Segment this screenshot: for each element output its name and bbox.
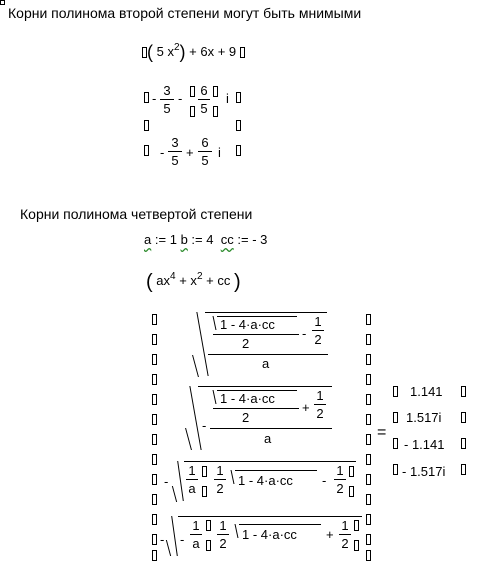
quadratic-rest: + 6x + 9 <box>189 44 237 59</box>
radicand: 1 - 4·a·cc <box>242 527 297 542</box>
radicand: 1 - 4·a·cc <box>238 473 293 488</box>
fraction-bar <box>186 479 198 480</box>
exponent: 2 <box>173 42 180 53</box>
equals-sign: = <box>377 424 387 441</box>
fraction-bar <box>213 408 299 409</box>
denominator: a <box>188 481 196 496</box>
matrix-bracket <box>152 354 157 365</box>
sqrt-sign <box>185 428 192 450</box>
placeholder-bracket <box>240 47 245 58</box>
matrix-bracket <box>393 464 398 475</box>
sqrt-sign <box>235 524 239 538</box>
matrix-bracket <box>461 464 466 475</box>
sqrt-sign <box>172 486 177 502</box>
denominator: 2 <box>242 336 250 351</box>
denominator: 5 <box>200 101 208 116</box>
matrix-bracket <box>393 438 398 449</box>
row2-sign: - <box>160 145 165 160</box>
var-a-name: a <box>144 232 152 247</box>
matrix-bracket <box>366 514 371 525</box>
half-fraction <box>334 463 346 496</box>
one-over-a <box>190 518 202 551</box>
matrix-bracket <box>393 412 398 423</box>
result-value: 1.141 <box>410 384 443 399</box>
assign-op: := <box>191 232 203 247</box>
denominator: 2 <box>219 536 227 551</box>
placeholder-bracket <box>202 486 207 497</box>
placeholder-bracket <box>349 466 354 477</box>
placeholder-bracket <box>190 86 195 97</box>
denominator: 2 <box>216 481 224 496</box>
denominator: 5 <box>201 153 209 168</box>
exponent-4: 4 <box>170 271 176 282</box>
var-a-value: 1 <box>169 232 177 247</box>
denominator: 2 <box>336 481 344 496</box>
fraction-bar <box>208 354 328 355</box>
denominator-a: a <box>264 431 272 446</box>
numerator: 6 <box>201 135 209 150</box>
numerator: 3 <box>171 135 179 150</box>
var-b-value: 4 <box>206 232 214 247</box>
sqrt-sign <box>189 386 201 450</box>
sqrt-overline <box>178 516 362 517</box>
half-fraction <box>214 463 226 496</box>
numerator: 1 <box>316 388 324 403</box>
quartic-expression[interactable] <box>146 268 241 291</box>
placeholder-bracket <box>213 86 218 97</box>
paren-right: ) <box>179 42 186 62</box>
matrix-bracket <box>152 334 157 345</box>
term-ax: ax <box>156 273 171 288</box>
term-cc: + cc <box>206 273 231 288</box>
row2-frac1 <box>168 135 182 168</box>
row1-frac1 <box>160 83 174 116</box>
matrix-bracket <box>366 434 371 445</box>
denominator: 2 <box>314 332 322 347</box>
matrix-bracket <box>152 514 157 525</box>
assignments-line[interactable] <box>144 232 267 247</box>
assign-op: := <box>154 232 167 247</box>
sqrt-sign <box>192 355 199 377</box>
row1-frac2 <box>198 83 210 116</box>
var-b-name: b <box>180 232 188 247</box>
result-value: 1.517i <box>406 410 442 425</box>
row2-operator: + <box>186 145 194 160</box>
placeholder-bracket <box>349 486 354 497</box>
matrix-bracket <box>366 314 371 325</box>
matrix-bracket <box>152 550 157 561</box>
sqrt-sign <box>213 390 217 404</box>
half-fraction <box>312 314 324 347</box>
fraction-bar <box>312 330 324 331</box>
placeholder-bracket <box>354 520 359 531</box>
top-left-marker <box>0 0 5 5</box>
matrix-bracket <box>366 494 371 505</box>
denominator: 2 <box>341 536 349 551</box>
fraction-bar <box>210 428 332 429</box>
var-cc-value: - 3 <box>252 232 268 247</box>
sqrt-overline <box>235 470 317 471</box>
row2-imag-unit: i <box>218 145 221 160</box>
matrix-bracket <box>152 314 157 325</box>
fraction-bar <box>334 479 346 480</box>
matrix-bracket <box>152 434 157 445</box>
matrix-bracket <box>152 474 157 485</box>
numerator: 1 <box>314 314 322 329</box>
matrix-bracket <box>144 92 149 103</box>
matrix-bracket <box>366 474 371 485</box>
fraction-bar <box>339 534 351 535</box>
sqrt-overline <box>198 386 332 387</box>
matrix-bracket <box>236 92 241 103</box>
denominator: 2 <box>316 406 324 421</box>
term-x: + x <box>179 273 197 288</box>
matrix-bracket <box>366 550 371 561</box>
placeholder-bracket <box>206 540 211 551</box>
result-value: - 1.141 <box>404 437 445 452</box>
matrix-bracket <box>366 414 371 425</box>
operator: - <box>322 473 327 488</box>
paren-left: ( <box>146 271 153 293</box>
paren-left: ( <box>147 42 153 62</box>
matrix-bracket <box>461 412 466 423</box>
sqrt-sign <box>231 470 235 484</box>
operator: + <box>326 527 334 542</box>
matrix-bracket <box>152 494 157 505</box>
result-value: - 1.517i <box>402 464 446 479</box>
operator: - <box>302 326 307 341</box>
row2-frac2 <box>198 135 212 168</box>
matrix-bracket <box>366 334 371 345</box>
one-over-a <box>186 463 198 496</box>
fraction-bar <box>190 534 202 535</box>
numerator: 1 <box>188 463 196 478</box>
fraction-bar <box>198 151 212 152</box>
numerator: 1 <box>336 463 344 478</box>
matrix-bracket <box>152 454 157 465</box>
matrix-bracket <box>236 120 241 131</box>
matrix-bracket <box>152 394 157 405</box>
numerator: 1 <box>216 463 224 478</box>
matrix-bracket <box>366 454 371 465</box>
operator: + <box>302 400 310 415</box>
negation: - <box>180 532 185 547</box>
matrix-bracket <box>152 414 157 425</box>
fraction-bar <box>160 99 174 100</box>
matrix-bracket <box>152 534 157 545</box>
matrix-bracket <box>461 438 466 449</box>
placeholder-bracket <box>202 466 207 477</box>
negation: - <box>164 474 169 489</box>
denominator: 2 <box>242 410 250 425</box>
placeholder-bracket <box>354 540 359 551</box>
denominator: 5 <box>171 153 179 168</box>
matrix-bracket <box>144 120 149 131</box>
half-fraction <box>314 388 326 421</box>
matrix-bracket <box>366 374 371 385</box>
coef-a: 5 <box>156 44 164 59</box>
fraction-bar <box>217 534 229 535</box>
heading-quadratic: Корни полинома второй степени могут быть мнимыми <box>8 5 362 21</box>
matrix-bracket <box>366 394 371 405</box>
sqrt-sign <box>177 461 184 501</box>
matrix-bracket <box>366 534 371 545</box>
half-fraction <box>339 518 351 551</box>
placeholder-bracket <box>206 520 211 531</box>
matrix-bracket <box>144 145 149 156</box>
sqrt-sign <box>171 516 178 556</box>
denominator-a: a <box>262 356 270 371</box>
placeholder-bracket <box>213 106 218 117</box>
sqrt-sign <box>196 312 208 376</box>
matrix-bracket <box>366 354 371 365</box>
half-fraction <box>217 518 229 551</box>
sqrt-overline <box>205 312 327 313</box>
fraction-bar <box>168 151 182 152</box>
radicand: 1 - 4·a·cc <box>220 317 275 332</box>
var-x: x <box>167 44 174 59</box>
denominator: 5 <box>163 101 171 116</box>
fraction-bar <box>213 334 299 335</box>
fraction-bar <box>198 99 210 100</box>
sqrt-overline <box>184 461 356 462</box>
matrix-bracket <box>236 145 241 156</box>
exponent-2: 2 <box>196 271 203 282</box>
numerator: 1 <box>219 518 227 533</box>
sqrt-sign <box>213 316 217 330</box>
row1-imag-unit: i <box>226 91 229 106</box>
matrix-bracket <box>461 386 466 397</box>
var-cc-name: cc <box>220 232 234 247</box>
matrix-bracket <box>393 386 398 397</box>
numerator: 1 <box>192 518 200 533</box>
fraction-bar <box>314 404 326 405</box>
numerator: 6 <box>200 83 208 98</box>
radicand: 1 - 4·a·cc <box>220 391 275 406</box>
paren-right: ) <box>233 271 241 293</box>
matrix-bracket <box>152 374 157 385</box>
sqrt-sign <box>166 540 171 556</box>
quadratic-expression[interactable] <box>142 40 245 61</box>
fraction-bar <box>214 479 226 480</box>
row1-sign: - <box>152 91 157 106</box>
denominator: a <box>192 536 200 551</box>
row1-operator: - <box>178 91 183 106</box>
heading-quartic: Корни полинома четвертой степени <box>20 206 253 222</box>
numerator: 3 <box>163 83 171 98</box>
sqrt-overline <box>239 524 321 525</box>
placeholder-bracket <box>190 106 195 117</box>
negation: - <box>160 532 165 547</box>
negation: - <box>202 418 207 433</box>
numerator: 1 <box>341 518 349 533</box>
assign-op: := <box>237 232 249 247</box>
